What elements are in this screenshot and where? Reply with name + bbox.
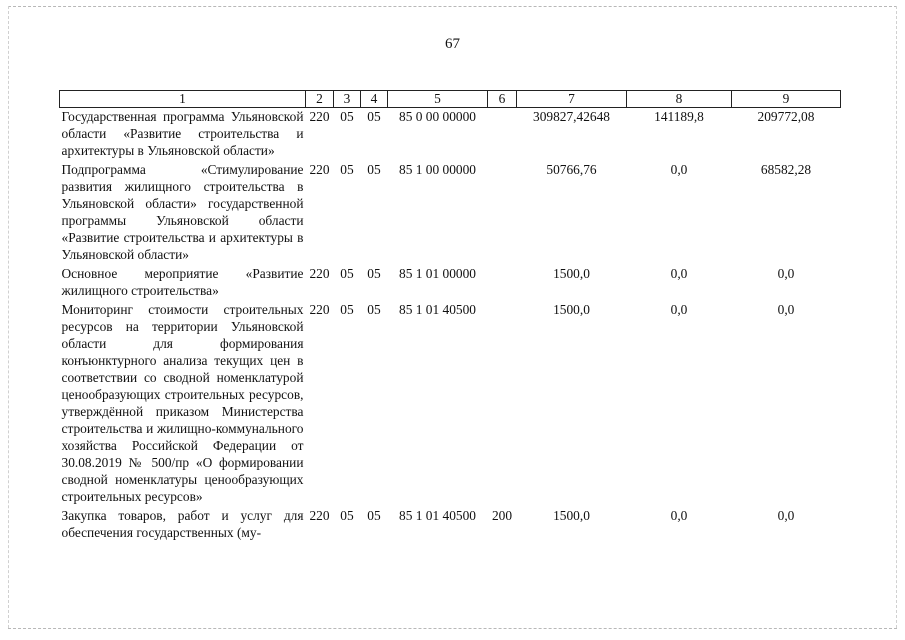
row-code-admin: 220 <box>309 109 330 124</box>
table-row <box>60 265 841 301</box>
row-amount-2: 0,0 <box>670 508 688 523</box>
budget-table <box>59 90 841 541</box>
header-cell: 9 <box>732 91 841 108</box>
header-cell: 8 <box>627 91 732 108</box>
row-code-target: 85 1 01 40500 <box>399 508 476 523</box>
table-row <box>60 108 841 162</box>
row-amount-2: 0,0 <box>670 302 688 317</box>
row-amount-3: 0,0 <box>777 266 795 281</box>
table-header <box>60 91 841 108</box>
row-code-admin: 220 <box>309 508 330 523</box>
row-amount-1: 1500,0 <box>553 508 590 523</box>
header-cell: 6 <box>488 91 517 108</box>
header-cell: 2 <box>306 91 334 108</box>
row-code-target: 85 0 00 00000 <box>399 109 476 124</box>
row-description: Подпрограмма «Стимулирование развития жилищного строительства в Ульяновской области» государственной программы Ульяновской области «Развитие строительства и архитектуры в Ульяновской области» <box>61 162 304 262</box>
row-code-expense-type: 200 <box>491 508 513 523</box>
row-description: Основное мероприятие «Развитие жилищного строительства» <box>61 266 304 298</box>
page-number: 67 <box>445 36 460 52</box>
row-amount-1: 50766,76 <box>546 162 597 177</box>
row-amount-1: 1500,0 <box>553 266 590 281</box>
page-edge-right <box>896 6 897 628</box>
row-code-subsection: 05 <box>367 302 381 317</box>
row-code-subsection: 05 <box>367 109 381 124</box>
row-description: Закупка товаров, работ и услуг для обеспечения государственных (му- <box>61 508 304 540</box>
row-amount-2: 141189,8 <box>654 109 704 124</box>
header-row <box>60 91 841 108</box>
row-code-section: 05 <box>340 302 354 317</box>
row-code-section: 05 <box>340 109 354 124</box>
page-edge-bottom <box>8 628 897 629</box>
row-code-section: 05 <box>340 508 354 523</box>
header-cell: 5 <box>388 91 488 108</box>
header-cell: 3 <box>334 91 361 108</box>
row-code-admin: 220 <box>309 302 330 317</box>
row-description: Государственная программа Ульяновской области «Развитие строительства и архитектуры в Ульяновской области» <box>61 109 304 158</box>
row-code-section: 05 <box>340 266 354 281</box>
row-code-subsection: 05 <box>367 508 381 523</box>
row-code-admin: 220 <box>309 162 330 177</box>
page-edge-top <box>8 6 897 7</box>
row-code-expense-type <box>488 161 517 265</box>
row-amount-1: 1500,0 <box>553 302 590 317</box>
page-edge-left <box>8 6 9 628</box>
row-amount-3: 0,0 <box>777 508 795 523</box>
table-row <box>60 161 841 265</box>
row-code-subsection: 05 <box>367 266 381 281</box>
row-amount-3: 68582,28 <box>760 162 812 177</box>
row-code-target: 85 1 01 00000 <box>399 266 476 281</box>
header-cell: 4 <box>361 91 388 108</box>
row-code-expense-type <box>488 265 517 301</box>
row-code-expense-type <box>488 108 517 162</box>
row-description: Мониторинг стоимости строительных ресурсов на территории Ульяновской области для формирования конъюнктурного анализа текущих цен в соответствии со сводной номенклатурой ценообразующих строительных ресурсов, утверждённой приказом Министерства строительства и жилищно-коммунального хозяйства Российской Федерации от 30.08.2019 № 500/пр «О формировании сводной номенклатуры ценообразующих строительных ресурсов» <box>61 302 304 504</box>
row-code-section: 05 <box>340 162 354 177</box>
row-amount-2: 0,0 <box>670 162 688 177</box>
row-code-admin: 220 <box>309 266 330 281</box>
table-row <box>60 507 841 541</box>
table-row <box>60 301 841 507</box>
row-amount-2: 0,0 <box>670 266 688 281</box>
row-amount-3: 209772,08 <box>757 109 815 124</box>
row-amount-1: 309827,42648 <box>533 109 610 124</box>
row-code-expense-type <box>488 301 517 507</box>
row-code-subsection: 05 <box>367 162 381 177</box>
table-body <box>60 108 841 542</box>
row-code-target: 85 1 00 00000 <box>399 162 476 177</box>
header-cell: 1 <box>60 91 306 108</box>
header-cell: 7 <box>517 91 627 108</box>
row-code-target: 85 1 01 40500 <box>399 302 476 317</box>
row-amount-3: 0,0 <box>777 302 795 317</box>
